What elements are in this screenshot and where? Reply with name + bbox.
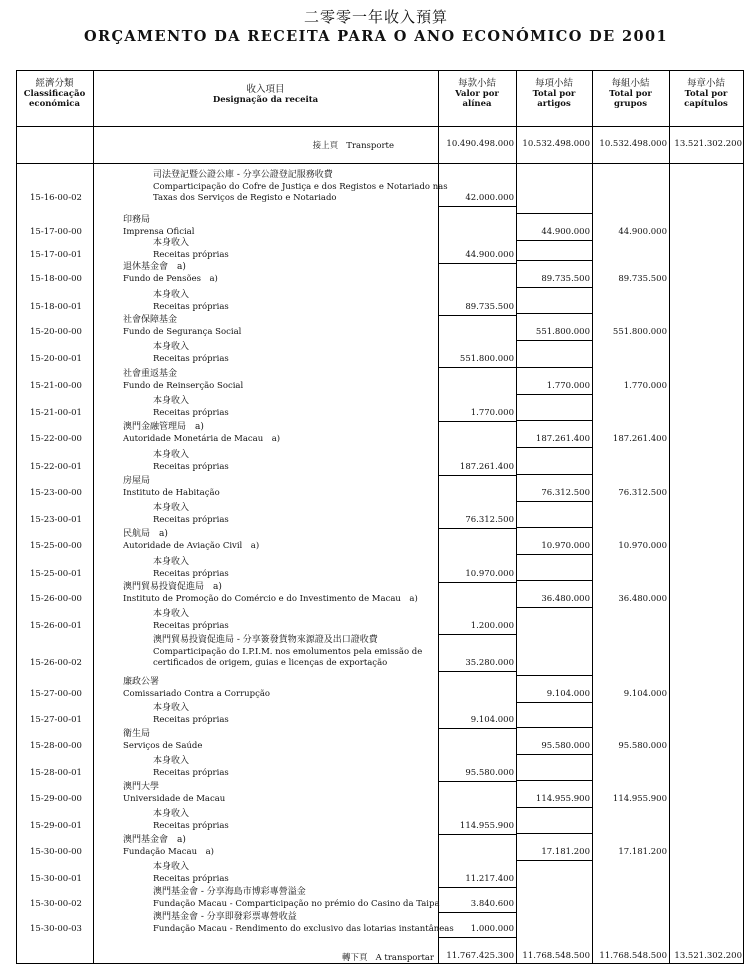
row-description bbox=[153, 557, 229, 580]
alinea-rule bbox=[438, 781, 516, 782]
row-code: 15-29-00-00 bbox=[30, 793, 82, 804]
description-line: Fundo de Segurança Social bbox=[123, 326, 242, 337]
description-line: Instituto de Promoção do Comércio e do Investimento de Macau a) bbox=[123, 593, 418, 604]
artigos-rule bbox=[516, 780, 592, 781]
artigos-rule bbox=[516, 860, 592, 861]
description-line: 房屋局 bbox=[123, 476, 151, 486]
description-line: 澳門貿易投資促進局 - 分享簽發貨物來源證及出口證收費 bbox=[153, 635, 378, 645]
row-grupos-value: 36.480.000 bbox=[618, 593, 667, 604]
row-alinea-value: 3.840.600 bbox=[470, 898, 514, 909]
transport-artigos: 10.532.498.000 bbox=[522, 139, 590, 149]
description-line: 澳門基金會 - 分享海島市博彩專營溢金 bbox=[153, 887, 306, 897]
row-code: 15-26-00-01 bbox=[30, 620, 82, 631]
description-line: Receitas próprias bbox=[153, 568, 229, 579]
description-line: 社會保障基金 bbox=[123, 315, 178, 325]
transport-label: 接上頁 Transporte bbox=[312, 141, 394, 151]
description-line: Receitas próprias bbox=[153, 249, 229, 260]
row-code: 15-22-00-00 bbox=[30, 433, 82, 444]
row-code: 15-17-00-00 bbox=[30, 226, 82, 237]
row-code: 15-23-00-01 bbox=[30, 514, 82, 525]
description-line: Fundação Macau - Comparticipação no prémio do Casino da Taipa bbox=[153, 898, 440, 909]
description-line: Receitas próprias bbox=[153, 620, 229, 631]
row-artigos-value: 44.900.000 bbox=[541, 226, 590, 237]
header-code: 經濟分類 Classificação económica bbox=[23, 78, 86, 109]
row-artigos-value: 76.312.500 bbox=[541, 487, 590, 498]
row-description bbox=[153, 238, 229, 261]
description-line: Receitas próprias bbox=[153, 873, 229, 884]
row-description bbox=[123, 782, 225, 805]
row-code: 15-21-00-00 bbox=[30, 380, 82, 391]
alinea-rule bbox=[438, 634, 516, 635]
row-code: 15-25-00-01 bbox=[30, 568, 82, 579]
row-grupos-value: 89.735.500 bbox=[618, 273, 667, 284]
alinea-rule bbox=[438, 263, 516, 264]
alinea-rule bbox=[438, 206, 516, 207]
transport-alinea: 10.490.498.000 bbox=[446, 139, 514, 149]
alinea-rule bbox=[438, 937, 516, 938]
row-alinea-value: 76.312.500 bbox=[465, 514, 514, 525]
description-line: 本身收入 bbox=[153, 809, 190, 819]
row-description bbox=[123, 529, 259, 552]
row-artigos-value: 9.104.000 bbox=[546, 688, 590, 699]
header-grupos: 每組小結 Total por grupos bbox=[609, 78, 652, 109]
row-description bbox=[123, 215, 194, 238]
row-code: 15-23-00-00 bbox=[30, 487, 82, 498]
row-description bbox=[123, 476, 220, 499]
header-capitulos: 每章小結 Total por capítulos bbox=[684, 78, 728, 109]
row-alinea-value: 10.970.000 bbox=[465, 568, 514, 579]
description-line: 本身收入 bbox=[153, 862, 190, 872]
alinea-rule bbox=[438, 834, 516, 835]
row-code: 15-29-00-01 bbox=[30, 820, 82, 831]
row-alinea-value: 187.261.400 bbox=[459, 461, 514, 472]
description-line: 本身收入 bbox=[153, 503, 190, 513]
description-line: Fundo de Pensões a) bbox=[123, 273, 218, 284]
row-alinea-value: 89.735.500 bbox=[465, 301, 514, 312]
row-description bbox=[123, 315, 241, 338]
row-description bbox=[153, 862, 229, 885]
description-line: 本身收入 bbox=[153, 396, 190, 406]
description-line: Imprensa Oficial bbox=[123, 226, 195, 237]
row-alinea-value: 1.000.000 bbox=[470, 923, 514, 934]
description-line: 本身收入 bbox=[153, 703, 190, 713]
description-line: 澳門金融管理局 a) bbox=[123, 422, 204, 432]
artigos-rule bbox=[516, 607, 592, 608]
alinea-rule bbox=[438, 887, 516, 888]
alinea-rule bbox=[438, 421, 516, 422]
row-description bbox=[153, 635, 422, 670]
row-artigos-value: 114.955.900 bbox=[535, 793, 590, 804]
row-grupos-value: 187.261.400 bbox=[612, 433, 667, 444]
description-line: 衛生局 bbox=[123, 729, 151, 739]
row-code: 15-30-00-03 bbox=[30, 923, 82, 934]
row-code: 15-28-00-01 bbox=[30, 767, 82, 778]
row-alinea-value: 1.200.000 bbox=[470, 620, 514, 631]
row-artigos-value: 95.580.000 bbox=[541, 740, 590, 751]
row-description bbox=[153, 170, 448, 205]
row-code: 15-25-00-00 bbox=[30, 540, 82, 551]
artigos-rule bbox=[516, 727, 592, 728]
description-line: Fundação Macau a) bbox=[123, 846, 214, 857]
row-description bbox=[153, 396, 229, 419]
row-code: 15-21-00-01 bbox=[30, 407, 82, 418]
artigos-rule bbox=[516, 313, 592, 314]
description-line: Receitas próprias bbox=[153, 461, 229, 472]
row-alinea-value: 35.280.000 bbox=[465, 658, 514, 668]
row-artigos-value: 551.800.000 bbox=[535, 326, 590, 337]
row-artigos-value: 89.735.500 bbox=[541, 273, 590, 284]
header-description: 收入項目 Designação da receita bbox=[212, 84, 319, 105]
row-description bbox=[153, 756, 229, 779]
row-description bbox=[123, 582, 418, 605]
row-artigos-value: 36.480.000 bbox=[541, 593, 590, 604]
artigos-rule bbox=[516, 340, 592, 341]
row-description bbox=[153, 703, 229, 726]
row-description bbox=[153, 887, 440, 910]
row-code: 15-27-00-01 bbox=[30, 714, 82, 725]
alinea-rule bbox=[438, 728, 516, 729]
row-grupos-value: 551.800.000 bbox=[612, 326, 667, 337]
description-line: Taxas dos Serviços de Registo e Notariado bbox=[153, 193, 337, 203]
row-alinea-value: 9.104.000 bbox=[470, 714, 514, 725]
row-description bbox=[123, 677, 270, 700]
row-code: 15-20-00-00 bbox=[30, 326, 82, 337]
row-artigos-value: 1.770.000 bbox=[546, 380, 590, 391]
description-line: 廉政公署 bbox=[123, 677, 160, 687]
description-line: Autoridade de Aviação Civil a) bbox=[123, 540, 260, 551]
artigos-rule bbox=[516, 675, 592, 676]
artigos-rule bbox=[516, 702, 592, 703]
artigos-rule bbox=[516, 833, 592, 834]
description-line: 澳門基金會 a) bbox=[123, 835, 186, 845]
row-artigos-value: 17.181.200 bbox=[541, 846, 590, 857]
footer-artigos: 11.768.548.500 bbox=[522, 951, 590, 961]
page-title-portuguese: ORÇAMENTO DA RECEITA PARA O ANO ECONÓMICO DE 2001 bbox=[83, 28, 669, 45]
revenue-budget-table bbox=[16, 70, 744, 964]
row-description bbox=[123, 369, 243, 392]
row-code: 15-16-00-02 bbox=[30, 193, 82, 203]
artigos-rule bbox=[516, 367, 592, 368]
row-grupos-value: 114.955.900 bbox=[612, 793, 667, 804]
artigos-rule bbox=[516, 240, 592, 241]
row-alinea-value: 42.000.000 bbox=[465, 193, 514, 203]
artigos-rule bbox=[516, 287, 592, 288]
row-alinea-value: 11.217.400 bbox=[465, 873, 514, 884]
row-code: 15-26-00-02 bbox=[30, 658, 82, 668]
row-grupos-value: 10.970.000 bbox=[618, 540, 667, 551]
row-alinea-value: 44.900.000 bbox=[465, 249, 514, 260]
artigos-rule bbox=[516, 554, 592, 555]
row-description bbox=[153, 912, 454, 935]
description-line: Serviços de Saúde bbox=[123, 740, 203, 751]
footer-capitulos: 13.521.302.200 bbox=[674, 951, 742, 961]
row-artigos-value: 10.970.000 bbox=[541, 540, 590, 551]
transport-grupos: 10.532.498.000 bbox=[599, 139, 667, 149]
artigos-rule bbox=[516, 501, 592, 502]
description-line: 澳門基金會 - 分享即發彩票專營收益 bbox=[153, 912, 297, 922]
row-grupos-value: 76.312.500 bbox=[618, 487, 667, 498]
description-line: Comparticipação do Cofre de Justiça e dos Registos e Notariado nas bbox=[153, 181, 448, 192]
row-code: 15-28-00-00 bbox=[30, 740, 82, 751]
description-line: Receitas próprias bbox=[153, 353, 229, 364]
description-line: Autoridade Monetária de Macau a) bbox=[123, 433, 281, 444]
description-line: Receitas próprias bbox=[153, 514, 229, 525]
description-line: Receitas próprias bbox=[153, 301, 229, 312]
description-line: Instituto de Habitação bbox=[123, 487, 220, 498]
artigos-rule bbox=[516, 580, 592, 581]
artigos-rule bbox=[516, 260, 592, 261]
row-alinea-value: 95.580.000 bbox=[465, 767, 514, 778]
artigos-rule bbox=[516, 754, 592, 755]
artigos-rule bbox=[516, 420, 592, 421]
artigos-rule bbox=[516, 394, 592, 395]
alinea-rule bbox=[438, 367, 516, 368]
description-line: 澳門貿易投資促進局 a) bbox=[123, 582, 222, 592]
row-code: 15-18-00-00 bbox=[30, 273, 82, 284]
description-line: 民航局 a) bbox=[123, 529, 168, 539]
row-code: 15-17-00-01 bbox=[30, 249, 82, 260]
row-grupos-value: 9.104.000 bbox=[623, 688, 667, 699]
description-line: 本身收入 bbox=[153, 557, 190, 567]
row-grupos-value: 95.580.000 bbox=[618, 740, 667, 751]
description-line: 本身收入 bbox=[153, 238, 190, 248]
row-code: 15-30-00-00 bbox=[30, 846, 82, 857]
description-line: 本身收入 bbox=[153, 342, 190, 352]
description-line: Receitas próprias bbox=[153, 407, 229, 418]
row-description bbox=[153, 609, 229, 632]
footer-alinea: 11.767.425.300 bbox=[446, 951, 514, 961]
row-grupos-value: 44.900.000 bbox=[618, 226, 667, 237]
row-code: 15-18-00-01 bbox=[30, 301, 82, 312]
row-code: 15-30-00-02 bbox=[30, 898, 82, 909]
row-description bbox=[123, 835, 214, 858]
description-line: 社會重返基金 bbox=[123, 369, 178, 379]
row-description bbox=[153, 809, 229, 832]
row-description bbox=[123, 729, 202, 752]
artigos-rule bbox=[516, 213, 592, 214]
alinea-rule bbox=[438, 582, 516, 583]
description-line: 澳門大學 bbox=[123, 782, 160, 792]
description-line: 印務局 bbox=[123, 215, 151, 225]
row-code: 15-20-00-01 bbox=[30, 353, 82, 364]
description-line: 司法登記暨公證公庫 - 分享公證登記服務收費 bbox=[153, 170, 333, 180]
description-line: 本身收入 bbox=[153, 609, 190, 619]
description-line: certificados de origem, guias e licenças de exportação bbox=[153, 658, 388, 668]
row-artigos-value: 187.261.400 bbox=[535, 433, 590, 444]
row-grupos-value: 17.181.200 bbox=[618, 846, 667, 857]
row-code: 15-30-00-01 bbox=[30, 873, 82, 884]
footer-grupos: 11.768.548.500 bbox=[599, 951, 667, 961]
description-line: Comissariado Contra a Corrupção bbox=[123, 688, 271, 699]
alinea-rule bbox=[438, 315, 516, 316]
header-alinea: 每款小結 Valor por alínea bbox=[455, 78, 499, 109]
description-line: 本身收入 bbox=[153, 450, 190, 460]
description-line: Receitas próprias bbox=[153, 820, 229, 831]
artigos-rule bbox=[516, 527, 592, 528]
header-artigos: 每項小結 Total por artigos bbox=[532, 78, 576, 109]
alinea-rule bbox=[438, 475, 516, 476]
alinea-rule bbox=[438, 671, 516, 672]
description-line: 本身收入 bbox=[153, 290, 190, 300]
page-title-chinese: 二零零一年收入預算 bbox=[303, 8, 448, 26]
row-description bbox=[153, 503, 229, 526]
row-description bbox=[123, 262, 218, 285]
alinea-rule bbox=[438, 528, 516, 529]
artigos-rule bbox=[516, 447, 592, 448]
row-description bbox=[123, 422, 280, 445]
transport-capitulos: 13.521.302.200 bbox=[674, 139, 742, 149]
description-line: Fundação Macau - Rendimento do exclusivo das lotarias instantâneas bbox=[153, 923, 454, 934]
description-line: Receitas próprias bbox=[153, 714, 229, 725]
carry-forward-label: 轉下頁 A transportar bbox=[341, 953, 434, 963]
row-code: 15-27-00-00 bbox=[30, 688, 82, 699]
description-line: 退休基金會 a) bbox=[123, 262, 186, 272]
row-alinea-value: 1.770.000 bbox=[470, 407, 514, 418]
artigos-rule bbox=[516, 807, 592, 808]
row-code: 15-22-00-01 bbox=[30, 461, 82, 472]
row-alinea-value: 551.800.000 bbox=[459, 353, 514, 364]
row-grupos-value: 1.770.000 bbox=[623, 380, 667, 391]
description-line: 本身收入 bbox=[153, 756, 190, 766]
description-line: Receitas próprias bbox=[153, 767, 229, 778]
artigos-rule bbox=[516, 474, 592, 475]
description-line: Comparticipação do I.P.I.M. nos emolumentos pela emissão de bbox=[153, 646, 423, 657]
row-description bbox=[153, 450, 229, 473]
row-description bbox=[153, 342, 229, 365]
description-line: Universidade de Macau bbox=[123, 793, 226, 804]
row-alinea-value: 114.955.900 bbox=[459, 820, 514, 831]
row-description bbox=[153, 290, 229, 313]
row-code: 15-26-00-00 bbox=[30, 593, 82, 604]
description-line: Fundo de Reinserção Social bbox=[123, 380, 244, 391]
